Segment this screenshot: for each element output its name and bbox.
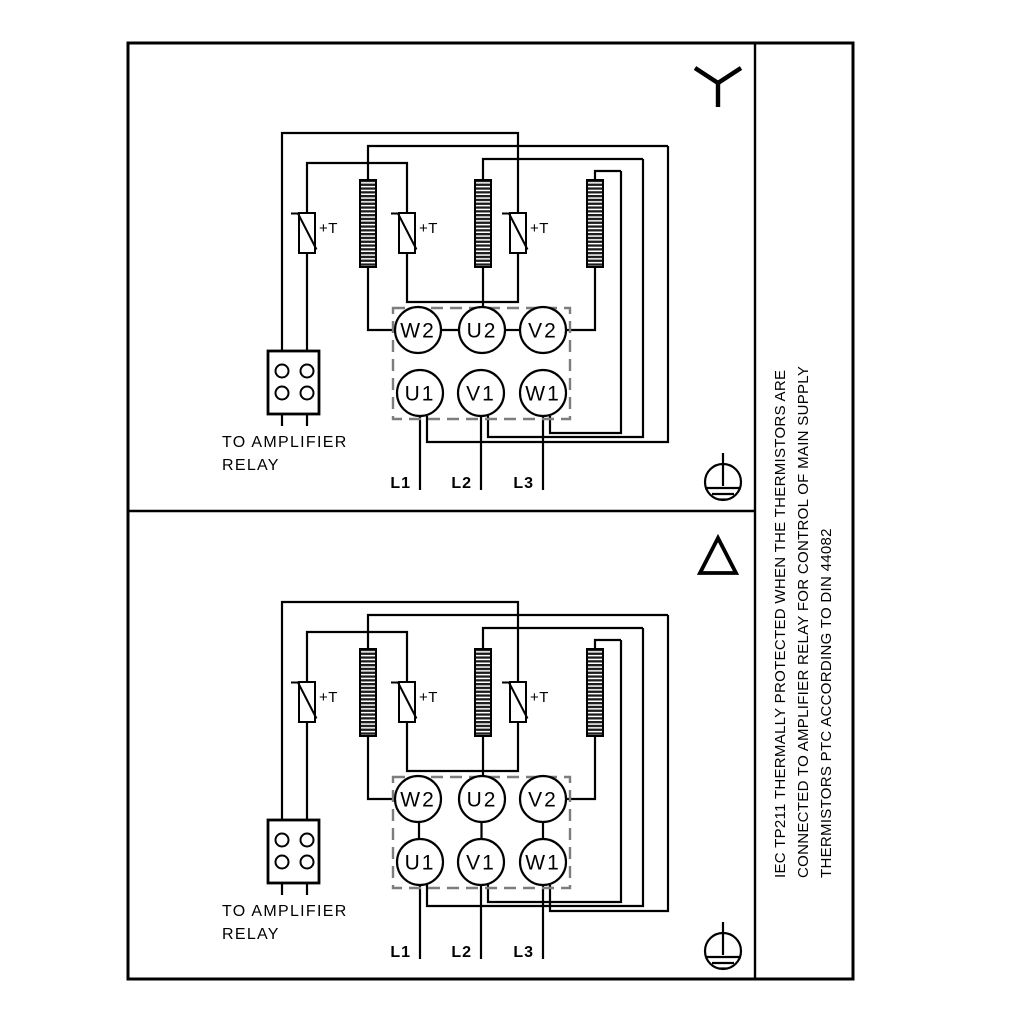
phase-coil-1	[360, 649, 376, 736]
coil3-top-wire	[595, 640, 621, 649]
side-note-line-1: IEC TP211 THERMALLY PROTECTED WHEN THE THERMISTORS ARE	[772, 369, 789, 878]
relay-terminal-circle	[301, 856, 314, 869]
coil1-to-W2-wire	[368, 267, 395, 330]
coil-winding-icon	[360, 649, 376, 736]
terminal-U1	[397, 370, 443, 416]
relay-caption-line2: RELAY	[222, 926, 280, 943]
relay-caption-line1: TO AMPLIFIER	[222, 434, 348, 451]
terminal-label: W1	[525, 382, 561, 406]
terminal-label: U2	[466, 788, 498, 812]
terminal-label: V1	[466, 851, 496, 875]
coil3-to-V2-wire	[566, 736, 595, 799]
coil-winding-icon	[587, 649, 603, 736]
side-note-line-3: THERMISTORS PTC ACCORDING TO DIN 44082	[818, 528, 835, 878]
terminal-label: V2	[528, 788, 558, 812]
coil2-top-wire	[483, 628, 643, 649]
coil-winding-icon	[360, 180, 376, 267]
thermistor-label: +T	[419, 689, 438, 706]
supply-line-L2-label: L2	[451, 944, 472, 961]
supply-line-L2-label: L2	[451, 475, 472, 492]
thermistor-label: +T	[319, 220, 338, 237]
supply-line-L1-label: L1	[390, 944, 411, 961]
supply-line-L3-label: L3	[513, 475, 534, 492]
delta-symbol-icon	[700, 538, 736, 573]
phase-coil-3	[587, 180, 603, 267]
coil3-top-wire	[595, 171, 621, 180]
coil3-to-V2-wire	[566, 267, 595, 330]
earth-ground-icon	[705, 922, 741, 969]
relay-caption-line1: TO AMPLIFIER	[222, 903, 348, 920]
thermistor3-to-2-wire	[407, 253, 518, 302]
terminal-label: V2	[528, 319, 558, 343]
return-wire-W1	[550, 615, 668, 911]
thermistor-label: +T	[419, 220, 438, 237]
thermistor-2	[391, 213, 438, 253]
thermistor-2	[391, 682, 438, 722]
relay-block-outline	[268, 820, 319, 883]
phase-coil-1	[360, 180, 376, 267]
coil-winding-icon	[475, 649, 491, 736]
thermistor-1	[291, 682, 338, 722]
terminal-U1	[397, 839, 443, 885]
thermistor2-to-1-wire	[307, 163, 407, 213]
coil2-top-wire	[483, 159, 643, 180]
terminal-V1	[458, 370, 504, 416]
relay-terminal-block	[268, 820, 319, 895]
panel-star-connection	[222, 68, 741, 500]
thermistor2-to-1-wire	[307, 632, 407, 682]
relay-terminal-circle	[301, 387, 314, 400]
terminal-W2	[395, 307, 441, 353]
side-note-line-2: CONNECTED TO AMPLIFIER RELAY FOR CONTROL OF MAIN SUPPLY	[795, 365, 812, 878]
relay-caption-line2: RELAY	[222, 457, 280, 474]
phase-coil-2	[475, 649, 491, 736]
thermistor-1	[291, 213, 338, 253]
supply-line-L3-label: L3	[513, 944, 534, 961]
thermistor-label: +T	[319, 689, 338, 706]
terminal-label: W2	[400, 788, 436, 812]
coil-winding-icon	[475, 180, 491, 267]
terminal-label: W1	[525, 851, 561, 875]
thermistor-3	[502, 682, 549, 722]
earth-ground-icon	[705, 453, 741, 500]
relay-terminal-circle	[276, 365, 289, 378]
terminal-V1	[458, 839, 504, 885]
supply-line-L1-label: L1	[390, 475, 411, 492]
terminal-V2	[520, 776, 566, 822]
terminal-label: W2	[400, 319, 436, 343]
thermistor-3	[502, 213, 549, 253]
terminal-U2	[459, 776, 505, 822]
coil1-to-W2-wire	[368, 736, 395, 799]
side-note	[772, 366, 835, 878]
thermistor3-to-2-wire	[407, 722, 518, 771]
wire	[695, 68, 718, 83]
terminal-W1	[520, 839, 566, 885]
relay-terminal-circle	[276, 387, 289, 400]
relay-terminal-circle	[276, 856, 289, 869]
terminal-V2	[520, 307, 566, 353]
panel-delta-connection	[222, 538, 741, 969]
terminal-label: U1	[404, 851, 436, 875]
relay-terminal-circle	[301, 834, 314, 847]
terminal-W1	[520, 370, 566, 416]
star-symbol-icon	[695, 68, 741, 107]
terminal-W2	[395, 776, 441, 822]
phase-coil-3	[587, 649, 603, 736]
thermistor-label: +T	[530, 220, 549, 237]
coil-winding-icon	[587, 180, 603, 267]
terminal-label: U1	[404, 382, 436, 406]
relay-block-outline	[268, 351, 319, 414]
relay-terminal-circle	[276, 834, 289, 847]
relay-terminal-block	[268, 351, 319, 426]
phase-coil-2	[475, 180, 491, 267]
wire	[718, 68, 741, 83]
terminal-label: U2	[466, 319, 498, 343]
terminal-label: V1	[466, 382, 496, 406]
terminal-U2	[459, 307, 505, 353]
thermistor-label: +T	[530, 689, 549, 706]
relay-terminal-circle	[301, 365, 314, 378]
